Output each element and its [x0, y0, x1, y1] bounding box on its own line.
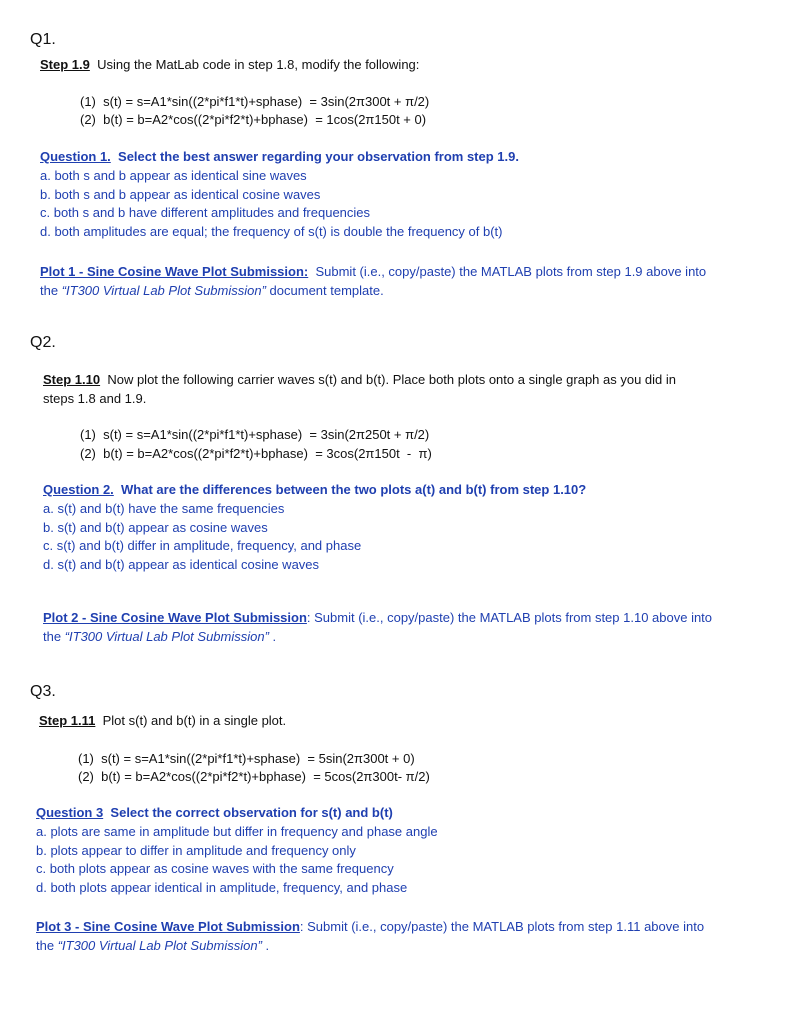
q3-step: [39, 711, 286, 730]
q3-equation-1: (1) s(t) = s=A1*sin((2*pi*f1*t)+sphase) = 5sin(2π300t + 0): [78, 751, 415, 766]
q2-option-b: b. s(t) and b(t) appear as cosine waves: [43, 519, 268, 535]
q1-plot-text2-pre: the: [40, 283, 62, 298]
q2-step-text-2: steps 1.8 and 1.9.: [43, 391, 147, 406]
q3-step-number: Step 1.11: [39, 713, 96, 728]
q3-plot-text2-pre: the: [36, 938, 58, 953]
q1-label: Q1.: [30, 31, 56, 48]
q2-plot-label: Plot 2 - Sine Cosine Wave Plot Submission: [43, 610, 307, 625]
q2-option-a: a. s(t) and b(t) have the same frequencies: [43, 501, 285, 516]
q2-plot-text2-pre: the: [43, 629, 65, 644]
q1-plot-doc: “IT300 Virtual Lab Plot Submission”: [61, 283, 266, 298]
q1-plot-text: Submit (i.e., copy/paste) the MATLAB plots from step 1.9 above into: [315, 264, 707, 279]
q2-question-label: Question 2.: [43, 482, 114, 497]
q2-equation-1: (1) s(t) = s=A1*sin((2*pi*f1*t)+sphase) = 3sin(2π250t + π/2): [80, 427, 430, 442]
q3-plot-submission: [36, 917, 704, 955]
q3-plot-label: Plot 3 - Sine Cosine Wave Plot Submission: [36, 919, 300, 934]
q2-option-d: d. s(t) and b(t) appear as identical cosine waves: [43, 556, 320, 572]
q3-plot-text: : Submit (i.e., copy/paste) the MATLAB plots from step 1.11 above into: [299, 919, 705, 934]
q2-step: [43, 370, 676, 408]
q3-option-c: c. both plots appear as cosine waves with the same frequency: [36, 861, 394, 876]
q3-label: Q3.: [30, 683, 56, 700]
q3-plot-doc: “IT300 Virtual Lab Plot Submission”: [57, 938, 262, 953]
q2-label: Q2.: [30, 334, 56, 351]
q1-step-number: Step 1.9: [40, 57, 90, 72]
q1-step: [40, 55, 419, 74]
q3-question-text: Select the correct observation for s(t) and b(t): [110, 805, 393, 820]
q3-equation-2: (2) b(t) = b=A2*cos((2*pi*f2*t)+bphase) = 5cos(2π300t- π/2): [78, 769, 430, 784]
q2-option-c: c. s(t) and b(t) differ in amplitude, frequency, and phase: [43, 538, 362, 553]
q2-plot-submission: [43, 608, 712, 646]
q2-question: [43, 482, 586, 497]
q1-plot-text2-post: document template.: [265, 283, 384, 298]
q1-equation-1: (1) s(t) = s=A1*sin((2*pi*f1*t)+sphase) = 3sin(2π300t + π/2): [80, 94, 430, 109]
q3-question: [36, 805, 393, 820]
q1-plot-submission: [40, 262, 706, 300]
q1-option-a: a. both s and b appear as identical sine waves: [40, 168, 307, 183]
q2-step-number: Step 1.10: [43, 372, 101, 387]
q2-options: [43, 500, 361, 574]
q3-option-d: d. both plots appear identical in amplitude, frequency, and phase: [36, 879, 408, 895]
q2-question-text: What are the differences between the two plots a(t) and b(t) from step 1.10?: [121, 482, 587, 497]
q3-option-a: a. plots are same in amplitude but differ in frequency and phase angle: [36, 824, 438, 839]
q1-question-label: Question 1.: [40, 149, 111, 164]
q1-plot-label: Plot 1 - Sine Cosine Wave Plot Submission:: [40, 264, 309, 279]
q3-options: [36, 823, 438, 897]
q1-option-d: d. both amplitudes are equal; the frequency of s(t) is double the frequency of b(t): [40, 223, 503, 239]
q1-step-text: Using the MatLab code in step 1.8, modify the following:: [97, 57, 420, 72]
q3-option-b: b. plots appear to differ in amplitude and frequency only: [36, 842, 356, 858]
q1-options: [40, 167, 503, 241]
q2-step-text: Now plot the following carrier waves s(t) and b(t). Place both plots onto a single graph as you did in: [107, 372, 677, 387]
q2-plot-text2-post: .: [268, 629, 277, 644]
q1-option-b: b. both s and b appear as identical cosine waves: [40, 186, 321, 202]
q3-plot-text2-post: .: [261, 938, 270, 953]
q1-equation-2: (2) b(t) = b=A2*cos((2*pi*f2*t)+bphase) = 1cos(2π150t + 0): [80, 112, 427, 127]
q3-step-text: Plot s(t) and b(t) in a single plot.: [102, 713, 287, 728]
q2-plot-text: : Submit (i.e., copy/paste) the MATLAB plots from step 1.10 above into: [306, 610, 713, 625]
q2-equation-2: (2) b(t) = b=A2*cos((2*pi*f2*t)+bphase) = 3cos(2π150t - π): [80, 446, 432, 461]
q1-option-c: c. both s and b have different amplitudes and frequencies: [40, 205, 371, 220]
q1-question: [40, 149, 519, 164]
q2-plot-doc: “IT300 Virtual Lab Plot Submission”: [64, 629, 269, 644]
q1-question-text: Select the best answer regarding your observation from step 1.9.: [118, 149, 519, 164]
q3-question-label: Question 3: [36, 805, 104, 820]
